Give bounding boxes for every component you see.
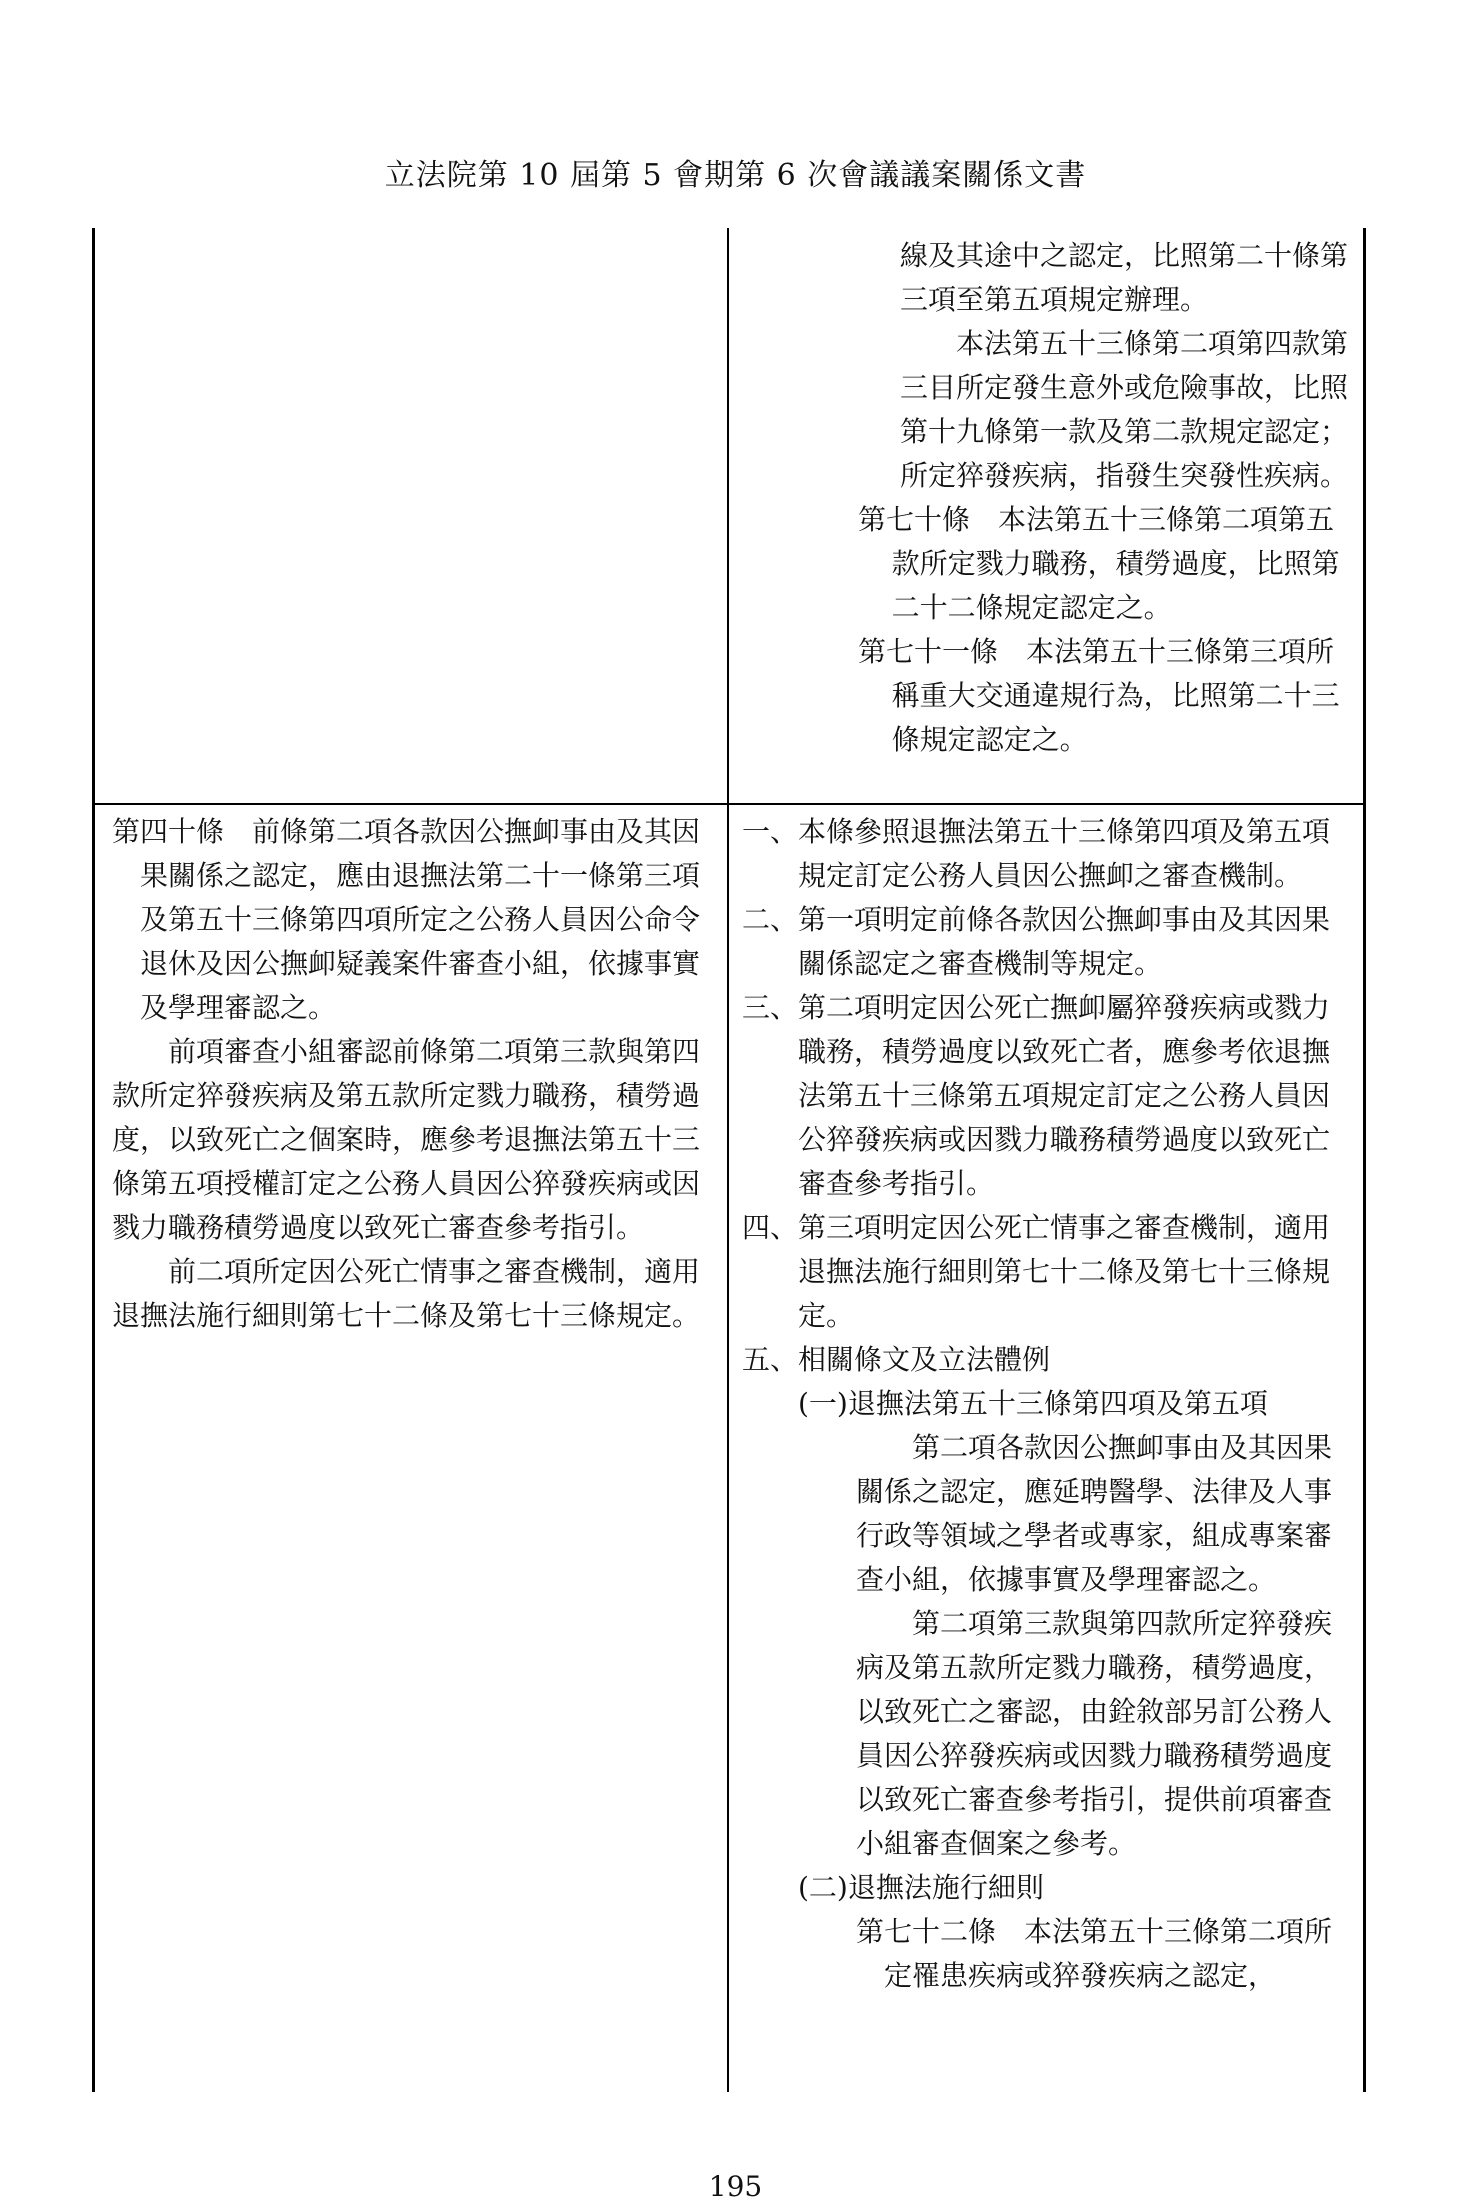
list-item — [742, 810, 1350, 898]
list-index: 三、 — [742, 991, 799, 1024]
top-right-cell — [858, 234, 1352, 762]
paragraph: 第二項各款因公撫卹事由及其因果關係之認定，應延聘醫學、法律及人事行政等領域之學者或專家，組成專案審查小組，依據事實及學理審認之。 — [856, 1431, 1333, 1596]
bottom-left-cell — [112, 810, 710, 1338]
paragraph: 第二項第三款與第四款所定猝發疾病及第五款所定戮力職務，積勞過度，以致死亡之審認，由銓敘部另訂公務人員因公猝發疾病或因戮力職務積勞過度以致死亡審查參考指引，提供前項審查小組審查個案之參考。 — [856, 1607, 1333, 1860]
paragraph: 本法第五十三條第二項第四款第三目所定發生意外或危險事故，比照第十九條第一款及第二款規定認定；所定猝發疾病，指發生突發性疾病。 — [900, 327, 1349, 492]
list-index: 一、 — [742, 815, 799, 848]
paragraph: 前二項所定因公死亡情事之審查機制，適用退撫法施行細則第七十二條及第七十三條規定。 — [112, 1255, 701, 1332]
table-right-border — [1363, 228, 1366, 2092]
list-index: 四、 — [742, 1211, 799, 1244]
bottom-right-cell — [742, 810, 1350, 1998]
table-left-border — [92, 228, 95, 2092]
list-text: 第三項明定因公死亡情事之審查機制，適用退撫法施行細則第七十二條及第七十三條規定。 — [798, 1211, 1331, 1332]
list-item — [742, 898, 1350, 986]
page-number: 195 — [708, 2170, 763, 2203]
list-text: 相關條文及立法體例 — [798, 1343, 1051, 1376]
document-header: 立法院第 10 屆第 5 會期第 6 次會議議案關係文書 — [384, 158, 1087, 193]
list-item — [742, 1206, 1350, 1338]
list-text: 第一項明定前條各款因公撫卹事由及其因果關係認定之審查機制等規定。 — [798, 903, 1331, 980]
paragraph: 前項審查小組審認前條第二項第三款與第四款所定猝發疾病及第五款所定戮力職務，積勞過度，以致死亡之個案時，應參考退撫法第五十三條第五項授權訂定之公務人員因公猝發疾病或因戮力職務積勞過度以致死亡審查參考指引。 — [112, 1035, 701, 1244]
list-text: 本條參照退撫法第五十三條第四項及第五項規定訂定公務人員因公撫卹之審查機制。 — [798, 815, 1331, 892]
table-row-divider — [92, 803, 1366, 805]
list-text: 第二項明定因公死亡撫卹屬猝發疾病或戮力職務，積勞過度以致死亡者，應參考依退撫法第五十三條第五項規定訂定之公務人員因公猝發疾病或因戮力職務積勞過度以致死亡審查參考指引。 — [798, 991, 1331, 1200]
article-40: 第四十條 前條第二項各款因公撫卹事由及其因果關係之認定，應由退撫法第二十一條第三項及第五十三條第四項所定之公務人員因公命令退休及因公撫卹疑義案件審查小組，依據事實及學理審認之。 — [112, 815, 701, 1024]
sub-section-title: (一)退撫法第五十三條第四項及第五項 — [798, 1387, 1268, 1420]
list-index: 五、 — [742, 1343, 799, 1376]
article-70: 第七十條 本法第五十三條第二項第五款所定戮力職務，積勞過度，比照第二十二條規定認定之。 — [858, 503, 1340, 624]
article-71: 第七十一條 本法第五十三條第三項所稱重大交通違規行為，比照第二十三條規定認定之。 — [858, 635, 1340, 756]
list-item — [742, 986, 1350, 1206]
list-index: 二、 — [742, 903, 799, 936]
paragraph: 線及其途中之認定，比照第二十條第三項至第五項規定辦理。 — [900, 239, 1349, 316]
sub-section-title: (二)退撫法施行細則 — [798, 1871, 1044, 1904]
table-middle-border — [727, 228, 729, 2092]
list-item — [742, 1338, 1350, 1382]
article-72: 第七十二條 本法第五十三條第二項所定罹患疾病或猝發疾病之認定， — [856, 1915, 1333, 1992]
